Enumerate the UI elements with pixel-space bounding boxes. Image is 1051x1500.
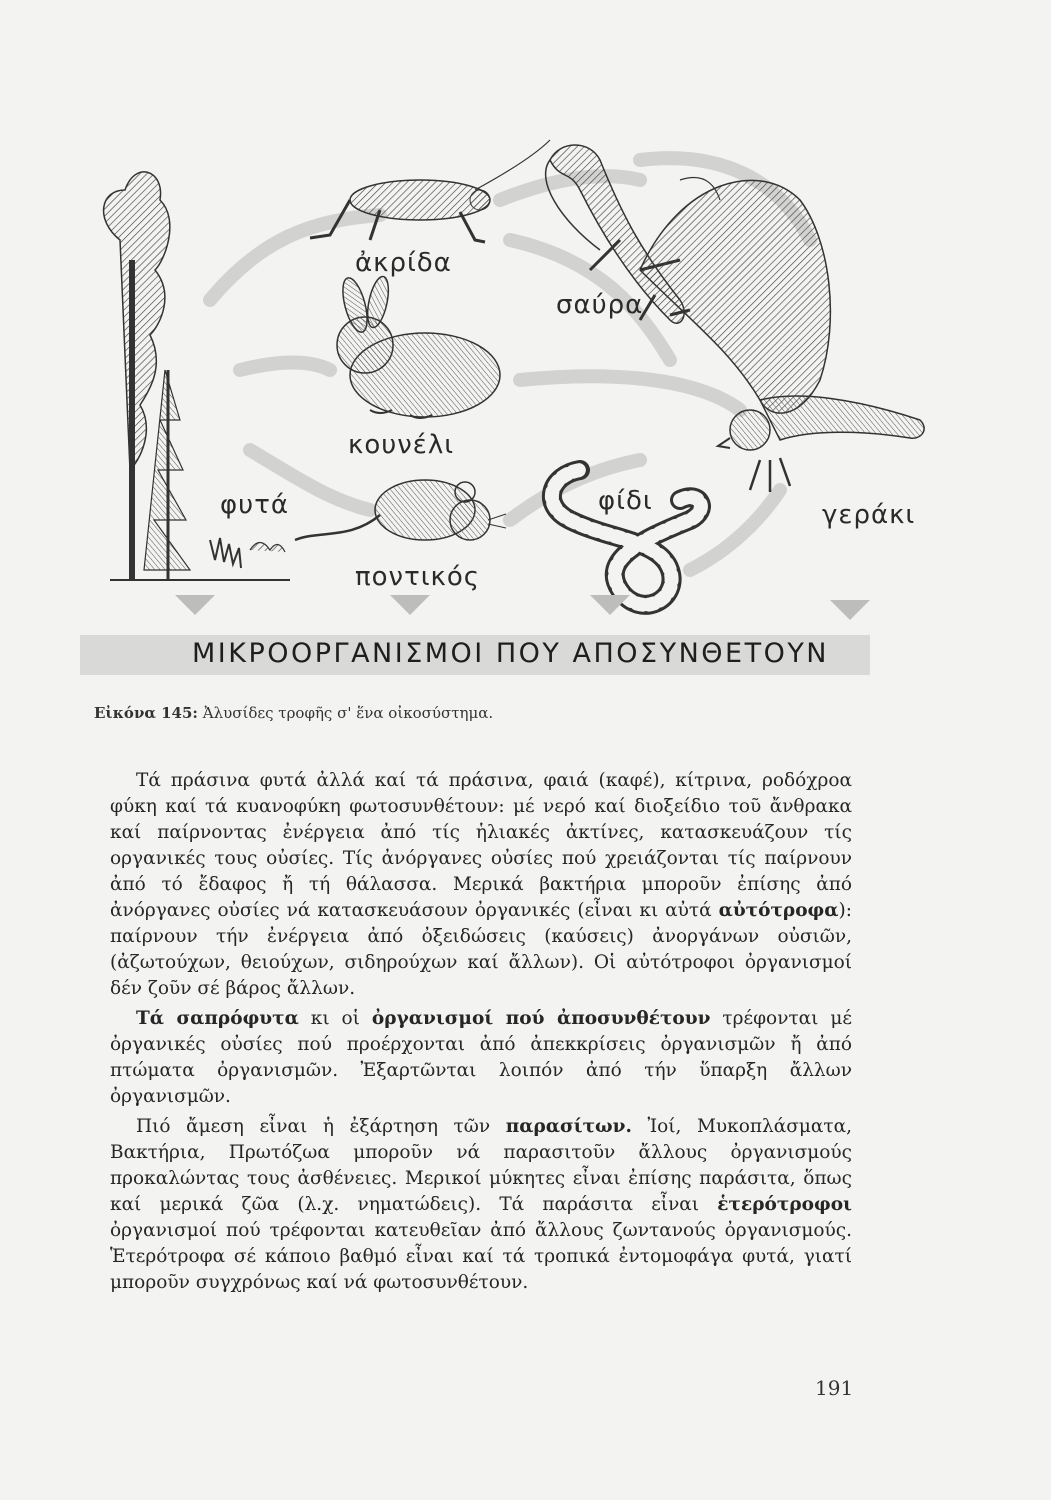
caption-text: Ἀλυσίδες τροφῆς σ' ἕνα οἰκοσύστημα. [202,704,494,722]
term-heterotrophs: ἑτερότροφοι [717,1194,852,1215]
rabbit-illustration [337,275,500,418]
term-saprophytes: Τά σαπρόφυτα [136,1008,299,1029]
label-rabbit: κουνέλι [348,430,455,460]
paragraph-1 [110,768,852,1002]
label-mouse: ποντικός [355,562,481,592]
paragraph-1-text: Τά πράσινα φυτά ἀλλά καί τά πράσινα, φαιά (καφέ), κίτρινα, ροδόχροα φύκη καί τά κυανοφύκη φωτοσυνθέτουν: μέ νερό καί διοξείδιο τοῦ ἄνθρακα καί παίρνοντας ἐνέργεια ἀπό τίς ἡλιακές ἀκτίνες, κατασκευάζουν τίς οργανικές τους οὐσίες. Τίς ἀνόργανες οὐσίες πού χρειάζονται τίς παίρνουν ἀπό τό ἔδαφος ἤ τή θάλασσα. Μερικά βακτήρια μποροῦν ἐπίσης ἀπό ἀνόργανες οὐσίες νά κατασκευάσουν ὀργανικές (εἶναι κι αὐτά [110,770,852,921]
food-chain-illustration [80,120,980,690]
decomposition-arrows [175,595,870,620]
paragraph-2-mid: κι οἱ [310,1008,360,1029]
paragraph-1-end: ): παίρνουν τήν ἐνέργεια ἀπό ὀξειδώσεις (καύσεις) ἀνοργάνων οὐσιῶν, (ἀζωτούχων, θειούχων, σιδηρούχων καί ἄλλων). Οἱ αὐτότροφοι ὀργανισμοί δέν ζοῦν σέ βάρος ἄλλων. [110,900,852,999]
term-autotrophs: αὐτότροφα [718,900,839,921]
paragraph-3 [110,1114,852,1296]
decomposers-banner-text: ΜΙΚΡΟΟΡΓΑΝΙΣΜΟΙ ΠΟΥ ΑΠΟΣΥΝΘΕΤΟΥΝ [192,638,830,669]
label-plants: φυτά [220,490,289,520]
label-lizard: σαύρα [556,290,644,320]
label-grasshopper: ἀκρίδα [355,248,452,278]
hawk-illustration [640,180,924,492]
food-chain-figure [80,120,980,690]
figure-caption [94,704,493,722]
paragraph-2 [110,1006,852,1110]
page-number: 191 [815,1376,854,1400]
paragraph-3-mid: Ἰοί, Μυκοπλάσματα, Βακτήρια, Πρωτόζωα μποροῦν νά παρασιτοῦν ἄλλους ὀργανισμούς προκαλώντας τους ἀσθένειες. Μερικοί μύκητες εἶναι ἐπίσης παράσιτα, ὅπως καί μερικά ζῶα (λ.χ. νηματώδεις). Τά παράσιτα εἶναι [110,1116,852,1215]
body-text [110,768,852,1296]
caption-prefix: Εἰκόνα 145: [94,704,198,722]
paragraph-3-end: ὀργανισμοί πού τρέφονται κατευθεῖαν ἀπό ἄλλους ζωντανούς ὀργανισμούς. Ἑτερότροφα σέ κάποιο βαθμό εἶναι καί τά τροπικά ἐντομοφάγα φυτά, γιατί μποροῦν συγχρόνως καί νά φωτοσυνθέτουν. [110,1220,852,1293]
label-snake: φίδι [598,486,653,516]
term-decomposers: ὀργανισμοί πού ἀποσυνθέτουν [371,1008,711,1029]
paragraph-2-end: τρέφονται μέ ὀργανικές οὐσίες πού προέρχονται ἀπό ἀπεκκρίσεις ὀργανισμῶν ἤ ἀπό πτώματα ὀργανισμῶν. Ἐξαρτῶνται λοιπόν ἀπό τήν ὕπαρξη ἄλλων ὀργανισμῶν. [110,1008,852,1107]
term-parasites: παρασίτων. [505,1116,632,1137]
label-hawk: γεράκι [822,500,916,530]
paragraph-3-start: Πιό ἄμεση εἶναι ἡ ἐξάρτηση τῶν [136,1116,491,1137]
